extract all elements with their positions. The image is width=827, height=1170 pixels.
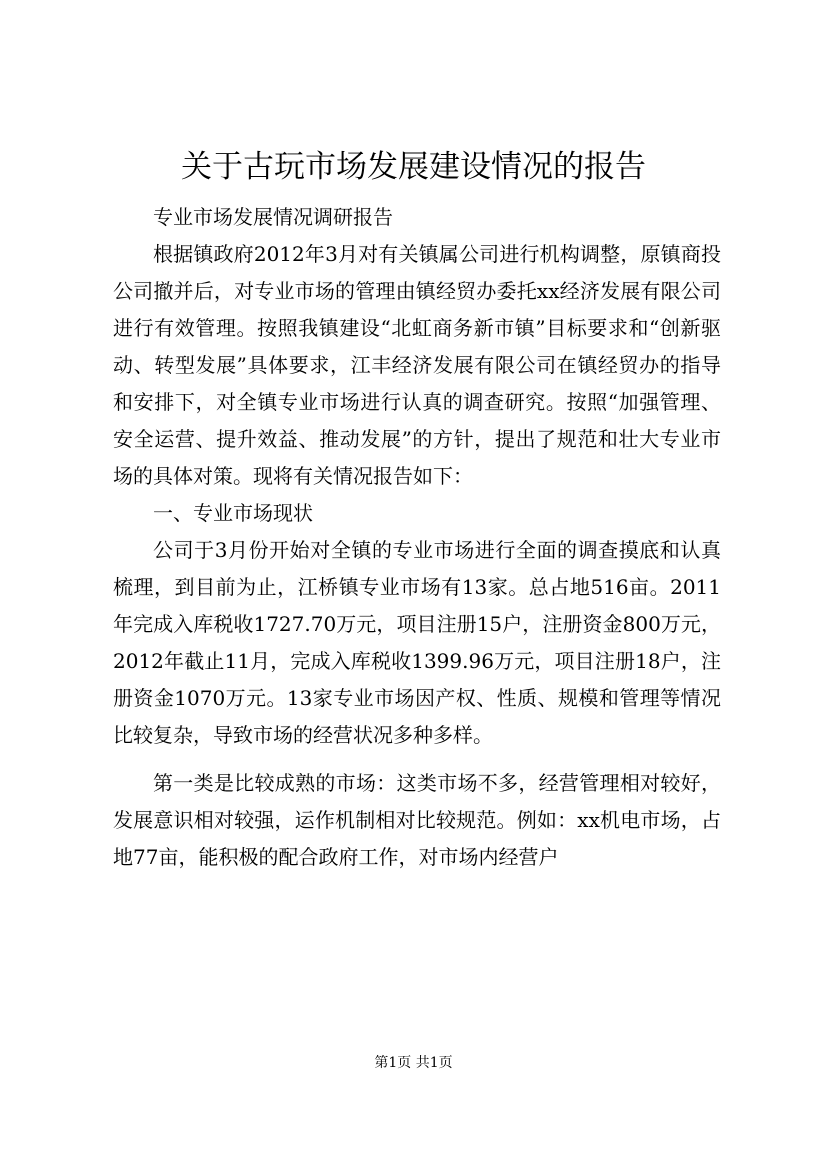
page-footer: 第1页 共1页 <box>374 1055 453 1071</box>
paragraph-section-heading: 一、专业市场现状 <box>153 501 313 525</box>
paragraph-market-status: 公司于3月份开始对全镇的专业市场进行全面的调查摸底和认真梳理，到目前为止，江桥镇专业市场有13家。总占地516亩。2011年完成入库税收1727.70万元，项目注册15户，注册资金800万元，2012年截止11月，完成入库税收1399.96万元，项目注册18户，注册资金1070万元。13家专业市场因产权、性质、规模和管理等情况比较复杂，导致市场的经营状况多种多样。 <box>113 538 721 747</box>
document-title: 关于古玩市场发展建设情况的报告 <box>181 149 646 185</box>
paragraph-intro: 根据镇政府2012年3月对有关镇属公司进行机构调整，原镇商投公司撤并后，对专业市场的管理由镇经贸办委托xx经济发展有限公司进行有效管理。按照我镇建设“北虹商务新市镇”目标要求和“创新驱动、转型发展”具体要求，江丰经济发展有限公司在镇经贸办的指导和安排下，对全镇专业市场进行认真的调查研究。按照“加强管理、安全运营、提升效益、推动发展”的方针，提出了规范和壮大专业市场的具体对策。现将有关情况报告如下： <box>113 242 721 488</box>
document-body <box>113 199 721 876</box>
paragraph-subtitle: 专业市场发展情况调研报告 <box>153 205 393 229</box>
paragraph-first-category: 第一类是比较成熟的市场：这类市场不多，经营管理相对较好，发展意识相对较强，运作机制相对比较规范。例如：xx机电市场，占地77亩，能积极的配合政府工作，对市场内经营户 <box>113 771 721 869</box>
